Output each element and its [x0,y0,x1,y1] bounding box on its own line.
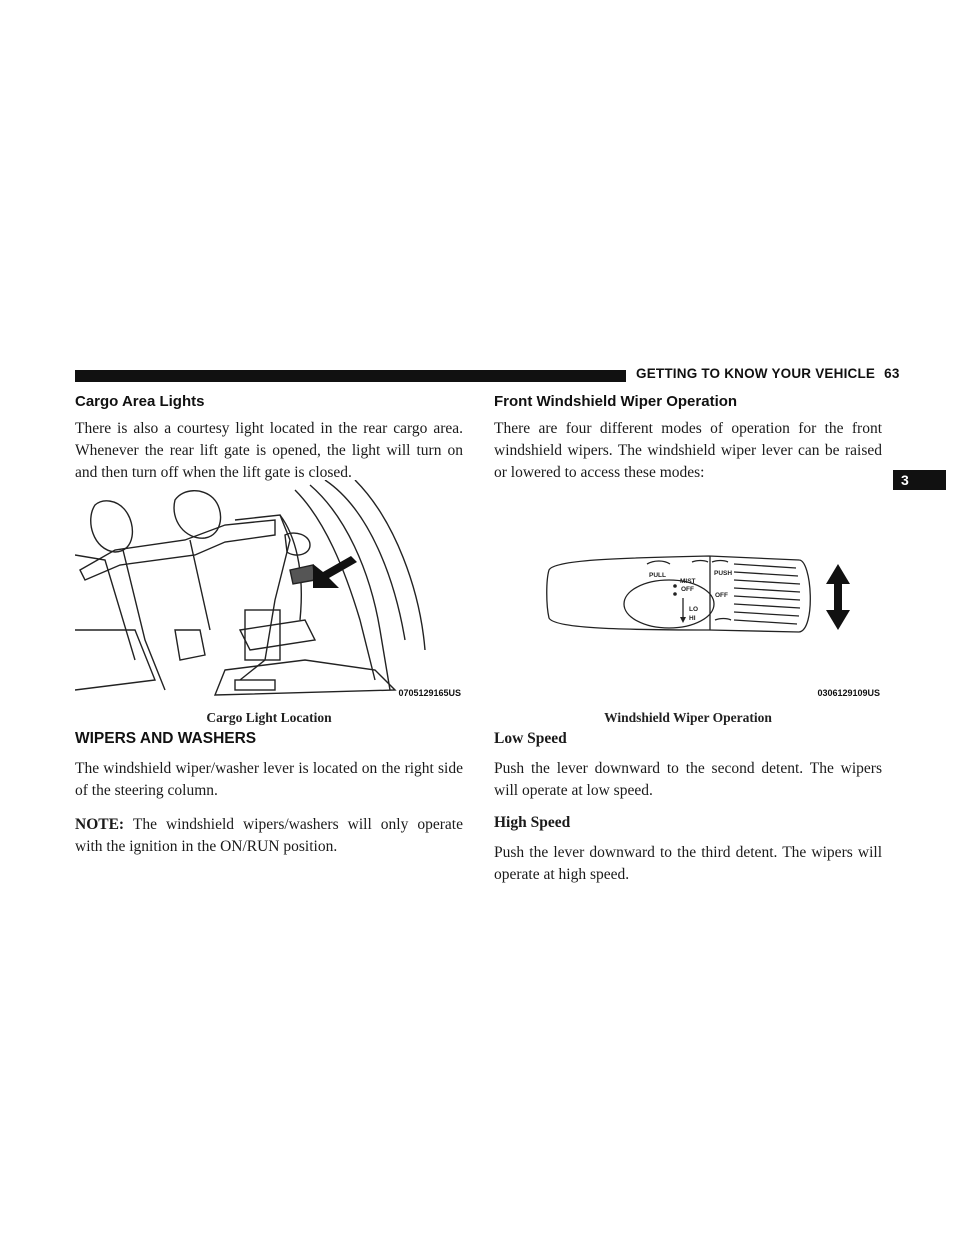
header-rule [75,370,626,382]
note-text: The windshield wipers/washers will only operate with the ignition in the ON/RUN position. [75,816,463,855]
lever-label-pull: PULL [649,572,666,579]
lever-label-off: OFF [681,586,694,593]
lever-label-off-right: OFF [715,592,728,599]
running-header [636,366,900,381]
figure-code: 0306129109US [817,688,880,698]
high-speed-paragraph: Push the lever downward to the third detent. The wipers will operate at high speed. [494,844,882,883]
lever-label-mist: MIST [680,578,696,585]
lever-label-lo: LO [689,606,699,613]
cargo-figure-caption: Cargo Light Location [206,710,332,725]
cargo-section [75,393,463,484]
low-speed-paragraph: Push the lever downward to the second detent. The wipers will operate at low speed. [494,760,882,799]
high-speed-heading: High Speed [494,814,571,831]
wiper-lever-figure [494,480,882,700]
speed-sections [494,730,882,886]
section-title: GETTING TO KNOW YOUR VEHICLE [636,366,876,381]
note-label: NOTE: [75,816,125,833]
lever-label-push: PUSH [714,570,733,577]
front-wiper-section [494,393,882,484]
note-paragraph [75,814,463,858]
wipers-section [75,730,463,858]
wiper-lever-illustration [494,480,882,700]
low-speed-heading: Low Speed [494,730,567,747]
front-wiper-heading: Front Windshield Wiper Operation [494,393,738,410]
figure-code: 0705129165US [398,688,461,698]
wipers-paragraph: The windshield wiper/washer lever is located on the right side of the steering column. [75,760,463,799]
wipers-heading: WIPERS AND WASHERS [75,730,257,747]
page-number: 63 [884,366,900,381]
cargo-paragraph: There is also a courtesy light located in the rear cargo area. Whenever the rear lift gate is opened, the light will turn on and then turn off when the lift gate is closed. [75,420,463,481]
cargo-heading: Cargo Area Lights [75,393,205,410]
lever-label-hi: HI [689,615,696,622]
cargo-area-illustration [75,480,463,700]
front-wiper-paragraph: There are four different modes of operation for the front windshield wipers. The windshield wiper lever can be raised or lowered to access these modes: [494,420,882,481]
cargo-light-figure [75,480,463,700]
wiper-figure-caption: Windshield Wiper Operation [604,710,772,725]
chapter-tab: 3 [893,470,946,490]
